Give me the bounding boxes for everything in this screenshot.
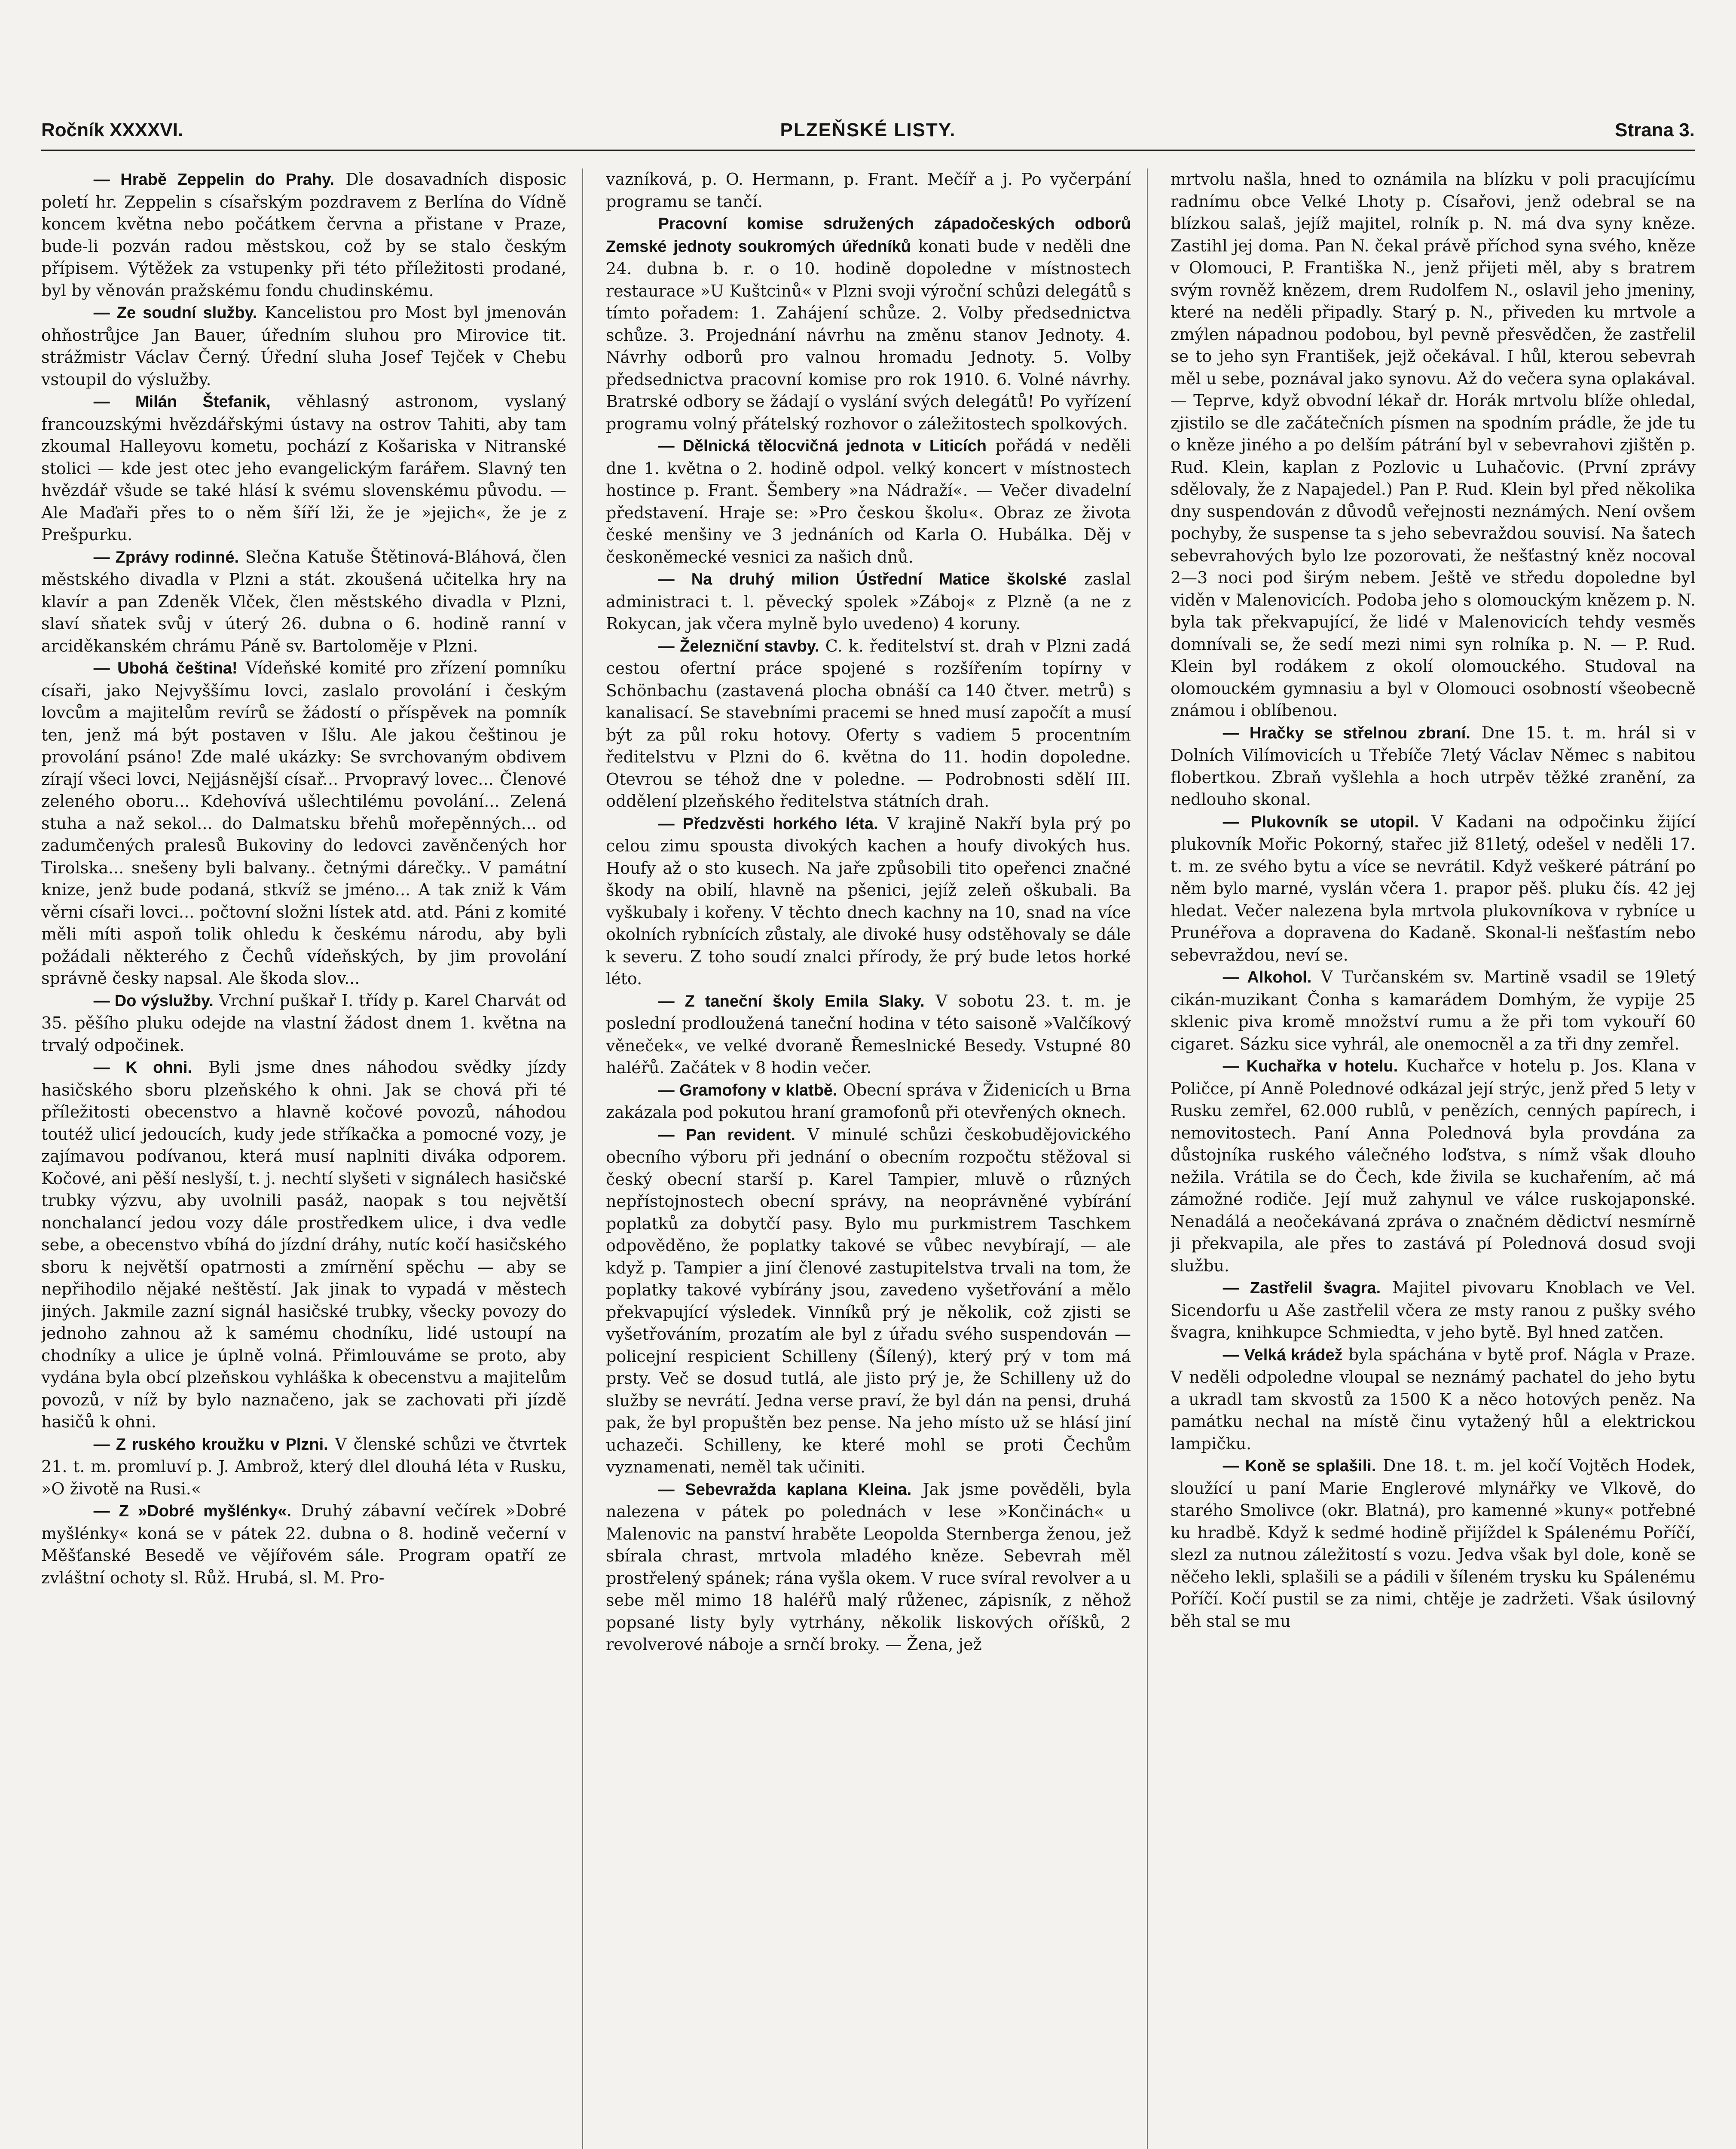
article-paragraph — [1171, 1455, 1696, 1632]
article-body: Druhý zábavní večírek »Dobré myšlénky« koná se v pátek 22. dubna o 8. hodině večerní v Měšťanské Besedě ve vějířovém sále. Program opatří ze zvláštní ochoty sl. Růž. Hrubá, sl. M. Pro- — [41, 1501, 566, 1587]
article-heading: — Ubohá čeština! — [93, 659, 238, 677]
article-body: Slečna Katuše Štětinová-Bláhová, člen městského divadla v Plzni a stát. zkoušená učitelka hry na klavír a pan Zdeněk Vlček, člen městského divadla v Plzni, slaví sňatek svůj v úterý 26. dubna o 6. hodině ranní v arciděkanském chrámu Páně sv. Bartoloměje v Plzni. — [41, 547, 566, 655]
article-paragraph — [41, 990, 566, 1057]
article-paragraph — [606, 568, 1131, 635]
column-2 — [606, 168, 1131, 2149]
article-heading: — Na druhý milion Ústřední Matice školské — [658, 570, 1067, 588]
article-heading: — Hračky se střelnou zbraní. — [1223, 724, 1470, 742]
article-body: Kancelistou pro Most byl jmenován ohňostrůjce Jan Bauer, úředním sluhou pro Mirovice tit. strážmistr Václav Černý. Úřední sluha Josef Tejček v Chebu vstoupil do výslužby. — [41, 303, 566, 389]
article-heading: — Železniční stavby. — [658, 637, 819, 655]
article-paragraph — [41, 302, 566, 391]
article-paragraph — [41, 657, 566, 990]
article-paragraph — [1171, 168, 1696, 722]
article-heading: Pracovní komise sdružených západočeských odborů Zemské jednoty soukromých úředníků — [606, 215, 1131, 256]
page-number: Strana 3. — [1615, 119, 1695, 141]
column-divider — [582, 168, 583, 2149]
article-paragraph — [606, 990, 1131, 1079]
article-paragraph — [606, 1079, 1131, 1124]
article-paragraph — [606, 813, 1131, 990]
article-heading: — Milán Štefanik, — [93, 393, 271, 411]
article-body: Dne 18. t. m. jel kočí Vojtěch Hodek, sloužící u paní Marie Englerové mlynářky ve Vlkově, do starého Smolivce (okr. Blatná), pro kamenné »kuny« potřebné ku hradbě. Když k sedmé hodině přijíždel k Spálenému Poříčí, slezl za nutnou záležitostí s vozu. Jedva však byl dole, koně se něčeho lekli, splašili se a pádili v šíleném trysku ku Spálenému Poříčí. Kočí pustil se za nimi, chtěje je zadržeti. Však úsilovný běh stal se mu — [1171, 1456, 1696, 1631]
article-body: mrtvolu našla, hned to oznámila na blízku v poli pracujícímu radnímu obce Velké Lhoty p. Císařovi, jenž odebral se na blízkou salaš, jejíž majitel, rolník p. N. má dva syny kněze. Zastihl jej doma. Pan N. čekal právě příchod syna svého, kněze v Olomouci, P. Františka N., jenž přijeti měl, aby s bratrem svým rovněž knězem, drem Rudolfem N., oslavil jeho jmeniny, které na neděli připadly. Starý p. N., přiveden ku mrtvole a zmýlen nápadnou podobou, byl pevně přesvědčen, že zastřelil se to jeho syn František, jejž očekával. I hůl, kterou sebevrah měl u sebe, poznával jako synovu. Až do večera syna oplakával. — Teprve, když obvodní lékař dr. Horák mrtvolu blíže ohledal, zjistilo se dle začátečních písmen na spodním prádle, že jde tu o kněze jiného a po delším pátrání byl v sebevrahovi zjištěn p. Rud. Klein, kaplan z Pozlovic u Luhačovic. (První zprávy sdělovaly, že z Napajedel.) Pan P. Rud. Klein byl před několika dny suspendován z důvodů veřejnosti neznámých. Není ovšem pochyby, že suspense ta s jeho sebevraždou souvisí. Na šatech sebevrahových bylo lze pozorovati, že nešťastný kněz nocoval 2—3 noci pod širým nebem. Ještě ve středu dopoledne byl viděn v Malenovicích. Podoba jeho s olomouckým knězem p. N. byla tak překvapující, že lidé v Malenovicích tehdy vesměs domnívali se, že sedí mezi nimi syn rolníka p. N. — P. Rud. Klein byl rodákem z okolí olomouckého. Studoval na olomouckém gymnasiu a byl v Olomouci osobností všeobecně známou i oblíbenou. — [1171, 170, 1696, 720]
article-heading: — Zprávy rodinné. — [93, 548, 239, 566]
article-body: věhlasný astronom, vyslaný francouzskými hvězdářskými ústavy na ostrov Tahiti, aby tam zkoumal Halleyovu kometu, pochází z Košariska v Nitranské stolici — kde jest otec jeho evangelickým farářem. Slavný ten hvězdář všude se také hlásí k svému slovenskému původu. — Ale Maďaři přes to o něm šíří lži, že je »jejich«, že je z Prešpurku. — [41, 392, 566, 544]
article-paragraph — [41, 168, 566, 302]
article-body: konati bude v neděli dne 24. dubna b. r. o 10. hodině dopoledne v místnostech restaurace »U Kuštcinů« v Plzni svoji výroční schůzi delegátů s tímto pořadem: 1. Zahájení schůze. 2. Volby předsednictva schůze. 3. Projednání návrhu na změnu stanov Jednoty. 4. Návrhy odborů pro valnou hromadu Jednoty. 5. Volby předsednictva pracovní komise pro rok 1910. 6. Volné návrhy. Bratrské odbory se žádají o vyslání svých delegátů! Po vyřízení programu volný přátelský rozhovor o záležitostech spolkových. — [606, 236, 1131, 433]
article-heading: — K ohni. — [93, 1059, 192, 1077]
article-paragraph — [606, 1479, 1131, 1656]
page-header — [41, 115, 1695, 151]
article-paragraph — [606, 213, 1131, 435]
article-paragraph — [1171, 722, 1696, 811]
article-paragraph — [41, 1433, 566, 1500]
column-divider — [1147, 168, 1148, 2149]
article-paragraph — [1171, 811, 1696, 967]
article-paragraph — [606, 635, 1131, 813]
article-paragraph — [1171, 966, 1696, 1055]
column-3 — [1171, 168, 1696, 2149]
article-heading: — Alkohol. — [1223, 968, 1312, 986]
article-paragraph — [606, 1124, 1131, 1479]
article-paragraph — [41, 1500, 566, 1589]
article-body: Vídeňské komité pro zřízení pomníku císaři, jako Nejvyššímu lovci, zaslalo provolání i českým lovcům a majitelům revírů se žádostí o příspěvek na pomník ten, jenž má být postaven v Išlu. Ale jakou češtinou je provolání psáno! Zde malé ukázky: Se svrchovaným obdivem zírají všeci lovci, Nejjásnější císař... Prvopravý lovec... Členové zeleného oboru... Kdehovívá ušlechtilému povolání... Zelená stuha a naž sekol... do Dalmatsku břehů mořepěnných... od zadumčených pralesů Bukoviny do ledovci zavěnčených hor Tirolska... snešeny byli balvany.. četnými dárečky.. V památní knize, jenž bude podaná, stkvíž se jméno... A tak zniž k Vám věrni císaři lovci... počtovní složni lístek atd. atd. Páni z komité měli míti aspoň tolik ohledu k českému národu, aby byli požádali některého z Čechů vídeňských, by jim provolání správně česky napsal. Ale škoda slov... — [41, 658, 566, 988]
column-1 — [41, 168, 566, 2149]
newspaper-title: PLZEŇSKÉ LISTY. — [780, 119, 956, 141]
article-heading: — Koně se splašili. — [1223, 1457, 1376, 1475]
article-paragraph — [1171, 1344, 1696, 1455]
article-body: byla spáchána v bytě prof. Nágla v Praze. V neděli odpoledne vloupal se neznámý pachatel do jeho bytu a ukradl tam skvostů za 1500 K a něco hotových peněz. Na památku nechal na místě činu vytažený hůl a elektrickou lampičku. — [1171, 1345, 1696, 1453]
article-body: V Turčanském sv. Martině vsadil se 19letý cikán-muzikant Čonha s kamarádem Domhým, že vypije 25 sklenic piva kromě množství rumu a že při tom vykouří 60 cigaret. Sázku sice vyhrál, ale onemocněl a za tři dny zemřel. — [1171, 967, 1696, 1053]
article-heading: — Předzvěsti horkého léta. — [658, 814, 878, 833]
article-paragraph — [41, 546, 566, 658]
article-heading: — Plukovník se utopil. — [1223, 813, 1419, 831]
article-paragraph — [606, 168, 1131, 213]
article-heading: — Z »Dobré myšlénky«. — [93, 1502, 291, 1520]
article-body: Vrchní puškař I. třídy p. Karel Charvát od 35. pěšího pluku odejde na vlastní žádost dnem 1. května na trvalý odpočinek. — [41, 991, 566, 1055]
article-heading: — Kuchařka v hotelu. — [1223, 1057, 1398, 1075]
article-body: vazníková, p. O. Hermann, p. Frant. Mečíř a j. Po vyčerpání programu se tančí. — [606, 170, 1131, 211]
volume-label: Ročník XXXXVI. — [41, 119, 183, 141]
article-heading: — Velká krádež — [1223, 1346, 1343, 1364]
article-body: Dne 15. t. m. hrál si v Dolních Vilímovicích u Třebíče 7letý Václav Němec s nabitou flobertkou. Zbraň vyšlehla a hoch utrpěv těžké zranění, za nedlouho skonal. — [1171, 723, 1696, 809]
article-paragraph — [1171, 1055, 1696, 1277]
article-heading: — Gramofony v klatbě. — [658, 1081, 837, 1099]
article-body: V sobotu 23. t. m. je poslední prodloužená taneční hodina v této saisoně »Valčíkový věneček«, ve velké dvoraně Řemeslnické Besedy. Vstupné 80 haléřů. Začátek v 8 hodin večer. — [606, 991, 1131, 1077]
article-heading: — Zastřelil švagra. — [1223, 1279, 1381, 1297]
article-body: V členské schůzi ve čtvrtek 21. t. m. promluví p. J. Ambrož, který dlel dlouhá léta v Rusku, »O životě na Rusi.« — [41, 1434, 566, 1498]
article-heading: — Do výslužby. — [93, 992, 214, 1010]
article-body: zaslal administraci t. l. pěvecký spolek »Záboj« z Plzně (a ne z Rokycan, jak včera mylně bylo uvedeno) 4 koruny. — [606, 569, 1131, 633]
article-paragraph — [1171, 1277, 1696, 1344]
article-heading: — Dělnická tělocvičná jednota v Liticích — [658, 437, 987, 455]
article-body: Dle dosavadních disposic poletí hr. Zeppelin s císařským pozdravem z Berlína do Vídně koncem května nebo počátkem června a přistane v Praze, bude-li pozván radou městskou, což by se stalo českým přípisem. Výtěžek za vstupenky při této příležitosti prodané, byl by věnován pražskému fondu chudinskému. — [41, 170, 566, 300]
article-body: Obecní správa v Židenicích u Brna zakázala pod pokutou hraní gramofonů při otevřených oknech. — [606, 1080, 1131, 1122]
article-body: Kuchařce v hotelu p. Jos. Klana v Poličce, pí Anně Polednové odkázal její strýc, jenž před 5 lety v Rusku zemřel, 62.000 rublů, v penězích, cenných papírech, i nemovitostech. Paní Anna Polednová byla provdána za důstojníka ruského válečného loďstva, s nímž však dlouho nežila. Vrátila se do Čech, kde živila se kuchařením, ač má zámožné rodiče. Její muž zahynul ve válce ruskojaponské. Nenadálá a neočekávaná zpráva o značném dědictví nesmírně ji překvapila, ale přes to zastává pí Polednová dosud svoji službu. — [1171, 1056, 1696, 1275]
article-body: Byli jsme dnes náhodou svědky jízdy hasičského sboru plzeňského k ohni. Jak se chová při té příležitosti obecenstvo a hlavně kočové povozů, náhodou toutéž ulicí jedoucích, kudy jede stříkačka a pomocné vozy, je zajímavou podívanou, která musí naplniti diváka odporem. Kočové, ani pěší neslyší, t. j. nechtí slyšeti v signálech hasičské trubky výzvu, aby uvolnili pasáž, naopak s tou největší nonchalancí jedou vozy dále prostředkem ulice, i dva vedle sebe, a obecenstvo vbíhá do jízdní dráhy, nutíc kočí hasičského sboru k největší opatrnosti a zmírnění spěchu — aby se nepřihodilo nějaké neštěstí. Jak jinak to vypadá v městech jiných. Jakmile zazní signál hasičské trubky, všecky povozy do jednoho zahnou až k samému chodníku, lidé ustoupí na chodníky a ulice je úplně volná. Přimlouváme se proto, aby vydána byla obcí plzeňskou vyhláška k obecenstvu a majitelům povozů, v níž by bylo naznačeno, jak se zachovati při jízdě hasičů k ohni. — [41, 1058, 566, 1431]
article-heading: — Z taneční školy Emila Slaky. — [658, 992, 925, 1010]
article-body: V minulé schůzi českobudějovického obecního výboru při jednání o obecním rozpočtu stěžoval si český obecní starší p. Karel Tampier, mluvě o různých nepřístojnostech obecní správy, na neoprávněné vybírání poplatků za dobytčí pasy. Bylo mu purkmistrem Taschkem odpověděno, že poplatky takové se vůbec nevybírají, — ale když p. Tampier a jiní členové zastupitelstva trvali na tom, že poplatky takové vybírány jsou, zavedeno vyšetřování a mělo překvapující výsledek. Vinníků prý je několik, což zjisti se vyšetřováním, prozatím ale byl z úřadu svého suspendován — policejní respicient Schilleny (Šílený), který prý v tom má prsty. Več se dosud tutlá, ale jisto prý je, že Schilleny už do služby se nevrátí. Jedna verse praví, že byl dán na pensi, druhá pak, že byl propuštěn bez pense. Na jeho místo už se hlásí jiní uchazeči. Schilleny, ke které mohl se proti Čechům vyznamenati, neměl tak učiniti. — [606, 1125, 1131, 1476]
article-body: pořádá v neděli dne 1. května o 2. hodině odpol. velký koncert v místnostech hostince p. Frant. Šembery »na Nádraží«. — Večer divadelní představení. Hraje se: »Pro českou školu«. Obraz ze života české menšiny ve 3 jednáních od Karla O. Hubálka. Děj v českoněmecké vesnici za našich dnů. — [606, 436, 1131, 566]
article-paragraph — [606, 435, 1131, 568]
article-body: Jak jsme pověděli, byla nalezena v pátek po polednách v lese »Končinách« u Malenovic na panství hraběte Leopolda Sternberga ženou, jež sbírala chrast, mrtvola mladého kněze. Sebevrah měl prostřelený spánek; rána vyšla okem. V ruce svíral revolver a u sebe měl mimo 18 haléřů malý růženec, zápisník, z něhož popsané listy byly vytrhány, několik liskových oříšků, 2 revolverové náboje a srnčí broky. — Žena, jež — [606, 1479, 1131, 1654]
article-heading: — Z ruského kroužku v Plzni. — [93, 1435, 328, 1454]
article-body: V Kadani na odpočinku žijící plukovník Mořic Pokorný, stařec již 81letý, odešel v neděli 17. t. m. ze svého bytu a více se nevrátil. Když veškeré pátrání po něm bylo marné, vyslán včera 1. prapor pěš. pluku čís. 42 jej hledat. Večer nalezena byla mrtvola plukovníkova v rybníce u Prunéřova a dopravena do Kadaně. Skonal-li nešťastím nebo sebevraždou, neví se. — [1171, 812, 1696, 964]
article-heading: — Sebevražda kaplana Kleina. — [658, 1480, 912, 1499]
article-heading: — Hrabě Zeppelin do Prahy. — [93, 171, 334, 189]
article-body: V krajině Nakří byla prý po celou zimu spousta divokých kachen a houfy divokých hus. Houfy až o sto kusech. Na jaře způsobili tito opeřenci značné škody na obilí, hlavně na pšenici, jejíž zeleň oškubali. Ba vyškubaly i kořeny. V těchto dnech kachny na 10, snad na více okolních rybnících zůstaly, ale divoké husy odstěhovaly se dále k severu. Z toho soudí znalci přírody, že prý bude letos horké léto. — [606, 814, 1131, 988]
article-paragraph — [41, 1056, 566, 1433]
article-body: C. k. ředitelství st. drah v Plzni zadá cestou ofertní práce spojené s rozšířením topírny v Schönbachu (zastavená plocha obnáší ca 140 čtver. metrů) s kanalisací. Se stavebními pracemi se hned musí započít a musí být za půl roku hotovy. Oferty s vadiem 5 procentním ředitelstvu v Plzni do 6. května do 11. hodin dopoledne. Otevrou se téhož dne v poledne. — Podrobnosti sdělí III. oddělení plzeňského ředitelstva státních drah. — [606, 636, 1131, 811]
article-paragraph — [41, 391, 566, 546]
article-body: Majitel pivovaru Knoblach ve Vel. Sicendorfu u Aše zastřelil včera ze msty ranou z pušky svého švagra, knihkupce Schmiedta, v jeho bytě. Byl hned zatčen. — [1171, 1278, 1696, 1342]
article-heading: — Pan revident. — [658, 1126, 795, 1144]
article-heading: — Ze soudní služby. — [93, 304, 257, 322]
